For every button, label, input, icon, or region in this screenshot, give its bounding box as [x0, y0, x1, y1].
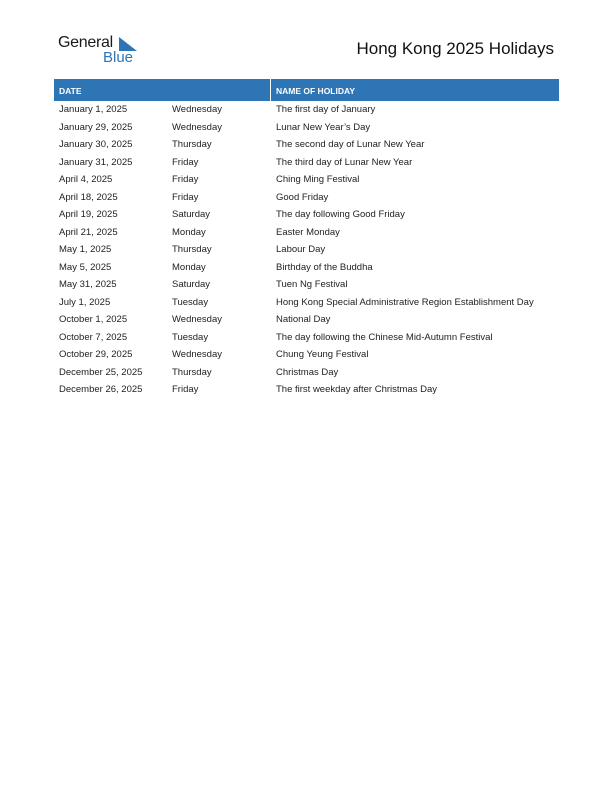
holiday-name: Labour Day: [276, 244, 326, 255]
holiday-weekday: Monday: [172, 226, 206, 238]
holiday-date: January 30, 2025: [59, 139, 133, 150]
page-title: Hong Kong 2025 Holidays: [356, 39, 554, 58]
holiday-date: October 7, 2025: [59, 331, 128, 343]
holiday-date: January 29, 2025: [59, 121, 133, 133]
holiday-date: October 29, 2025: [59, 349, 133, 360]
holiday-name: Good Friday: [276, 191, 329, 203]
holiday-name: Christmas Day: [276, 366, 339, 378]
holiday-name: The day following the Chinese Mid-Autumn Festival: [276, 331, 493, 343]
table-row: [54, 189, 559, 207]
holiday-date: April 18, 2025: [59, 191, 118, 203]
holiday-name: Lunar New Year’s Day: [276, 121, 371, 133]
holiday-weekday: Friday: [172, 156, 199, 168]
logo-text-blue: Blue: [103, 49, 134, 66]
header-date: DATE: [59, 86, 82, 96]
holiday-weekday: Friday: [172, 174, 199, 185]
table-body: [54, 101, 559, 399]
holiday-date: January 1, 2025: [59, 104, 128, 115]
holiday-name: Chung Yeung Festival: [276, 349, 369, 360]
holiday-weekday: Wednesday: [172, 104, 222, 115]
holiday-weekday: Tuesday: [172, 331, 209, 343]
holiday-date: December 25, 2025: [59, 366, 143, 378]
table-row: [54, 171, 559, 189]
holiday-name: The day following Good Friday: [276, 209, 405, 220]
holiday-weekday: Tuesday: [172, 296, 209, 308]
holiday-weekday: Monday: [172, 261, 206, 273]
table-row: [54, 381, 559, 399]
holiday-name: The third day of Lunar New Year: [276, 156, 413, 168]
holiday-weekday: Saturday: [172, 209, 211, 220]
table-row: [54, 241, 559, 259]
holiday-weekday: Friday: [172, 384, 199, 395]
logo-text-general: General: [58, 34, 113, 51]
holiday-name: Easter Monday: [276, 226, 340, 238]
table-row: [54, 329, 559, 347]
holiday-weekday: Wednesday: [172, 314, 222, 325]
holiday-weekday: Thursday: [172, 366, 212, 378]
holiday-name: Hong Kong Special Administrative Region Establishment Day: [276, 296, 534, 308]
holiday-date: December 26, 2025: [59, 384, 143, 395]
table-row: [54, 206, 559, 224]
header-holiday-name: NAME OF HOLIDAY: [276, 86, 356, 96]
holiday-name: The second day of Lunar New Year: [276, 139, 425, 150]
table-row: [54, 294, 559, 312]
holiday-name: Ching Ming Festival: [276, 174, 360, 185]
logo: [58, 34, 148, 68]
holiday-name: Tuen Ng Festival: [276, 279, 348, 290]
holiday-date: October 1, 2025: [59, 314, 128, 325]
table-row: [54, 224, 559, 242]
holiday-weekday: Wednesday: [172, 349, 222, 360]
table-row: [54, 346, 559, 364]
holiday-date: July 1, 2025: [59, 296, 111, 308]
header-divider: [270, 79, 271, 101]
holiday-date: May 31, 2025: [59, 279, 117, 290]
holiday-name: National Day: [276, 314, 331, 325]
holiday-name: The first day of January: [276, 104, 376, 115]
table-row: [54, 119, 559, 137]
table-row: [54, 364, 559, 382]
holiday-date: January 31, 2025: [59, 156, 133, 168]
holiday-weekday: Friday: [172, 191, 199, 203]
table-row: [54, 276, 559, 294]
holiday-table: [54, 79, 559, 399]
holiday-weekday: Wednesday: [172, 121, 222, 133]
table-row: [54, 136, 559, 154]
table-row: [54, 259, 559, 277]
table-row: [54, 311, 559, 329]
holiday-date: April 4, 2025: [59, 174, 113, 185]
holiday-date: April 19, 2025: [59, 209, 118, 220]
holiday-date: April 21, 2025: [59, 226, 118, 238]
holiday-weekday: Thursday: [172, 139, 212, 150]
table-header: [54, 79, 559, 101]
holiday-weekday: Saturday: [172, 279, 211, 290]
holiday-name: Birthday of the Buddha: [276, 261, 373, 273]
holiday-date: May 1, 2025: [59, 244, 112, 255]
holiday-name: The first weekday after Christmas Day: [276, 384, 438, 395]
holiday-date: May 5, 2025: [59, 261, 112, 273]
table-row: [54, 154, 559, 172]
table-row: [54, 101, 559, 119]
holiday-weekday: Thursday: [172, 244, 212, 255]
